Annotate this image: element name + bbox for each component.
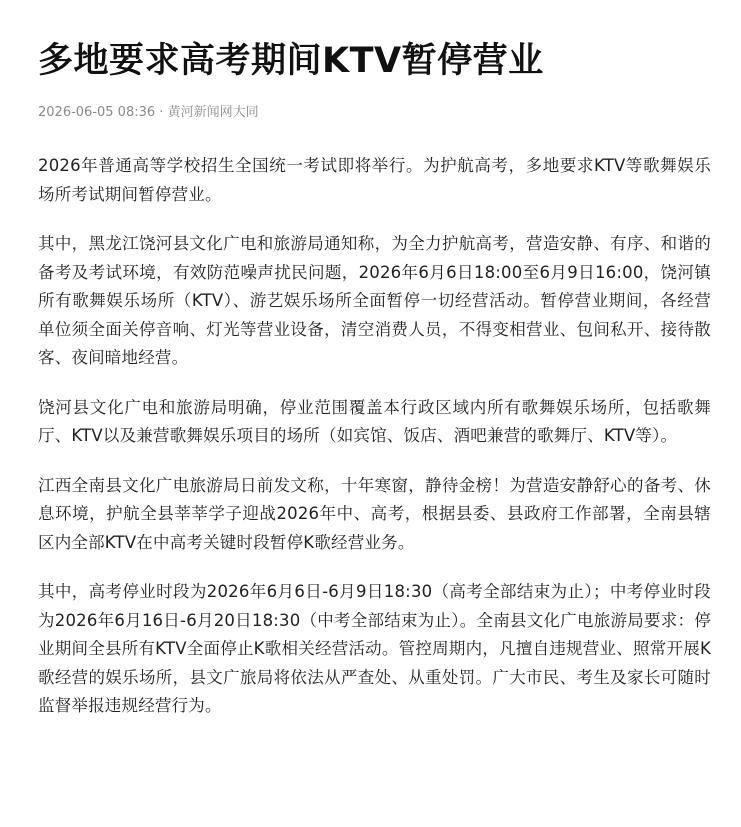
meta-separator: · [155,105,168,120]
paragraph-3: 饶河县文化广电和旅游局明确，停业范围覆盖本行政区域内所有歌舞娱乐场所，包括歌舞厅、KTV以及兼营歌舞娱乐项目的场所（如宾馆、饭店、酒吧兼营的歌舞厅、KTV等）。 [38,397,711,445]
source-name: 黄河新闻网大同 [167,105,259,120]
paragraph-4: 江西全南县文化广电旅游局日前发文称，十年寒窗，静待金榜！为营造安静舒心的备考、休息环境，护航全县莘莘学子迎战2026年中、高考，根据县委、县政府工作部署，全南县辖区内全部KTV在中高考关键时段暂停K歌经营业务。 [38,475,711,552]
paragraph-1: 2026年普通高等学校招生全国统一考试即将举行。为护航高考，多地要求KTV等歌舞娱乐场所考试期间暂停营业。 [38,156,711,204]
publish-datetime: 2026-06-05 08:36 [38,105,156,120]
article-title: 多地要求高考期间KTV暂停营业 [38,41,544,81]
article-body [38,152,711,721]
paragraph-2: 其中，黑龙江饶河县文化广电和旅游局通知称，为全力护航高考，营造安静、有序、和谐的备考及考试环境，有效防范噪声扰民问题，2026年6月6日18:00至6月9日16:00，饶河镇所有歌舞娱乐场所（KTV）、游艺娱乐场所全面暂停一切经营活动。暂停营业期间，各经营单位须全面关停音响、灯光等营业设备，清空消费人员，不得变相营业、包间私开、接待散客、夜间暗地经营。 [38,234,711,367]
paragraph-5: 其中，高考停业时段为2026年6月6日-6月9日18:30（高考全部结束为止）；中考停业时段为2026年6月16日-6月20日18:30（中考全部结束为止）。全南县文化广电旅游局要求：停业期间全县所有KTV全面停止K歌相关经营活动。管控周期内，凡擅自违规营业、照常开展K歌经营的娱乐场所，县文广旅局将依法从严查处、从重处罚。广大市民、考生及家长可随时监督举报违规经营行为。 [38,582,711,715]
article-meta [38,104,711,122]
